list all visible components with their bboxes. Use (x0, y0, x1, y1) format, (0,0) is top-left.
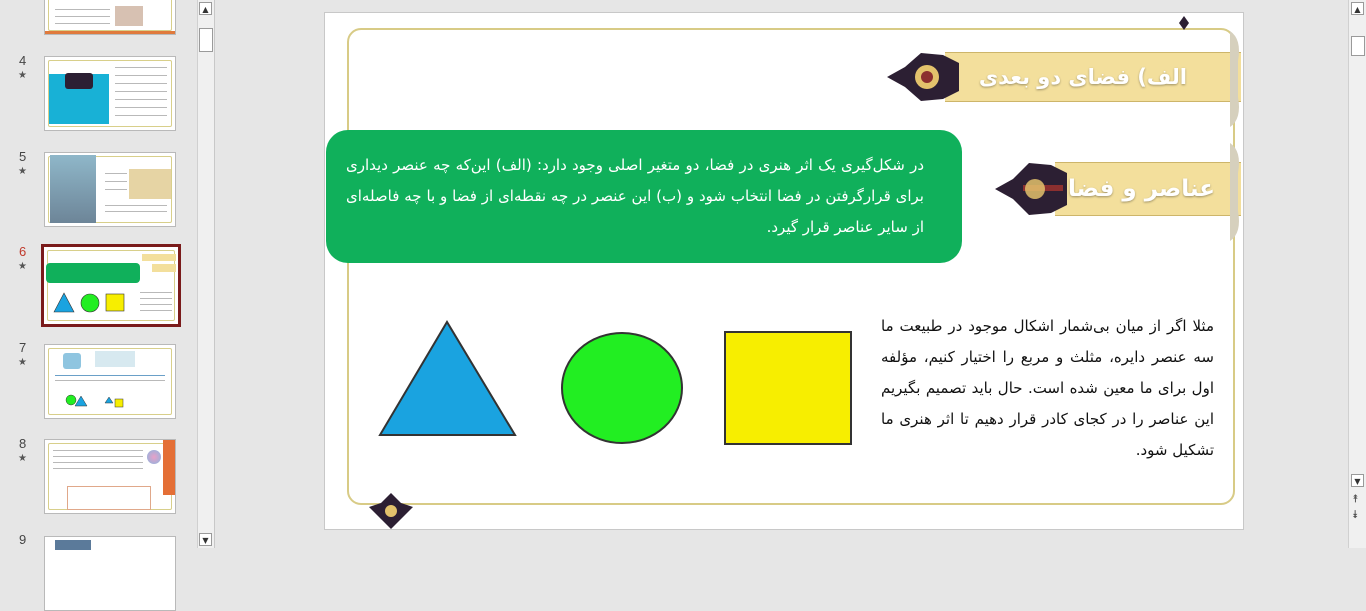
slide-thumbnail-pane (0, 0, 196, 548)
thumbnail-photo (50, 155, 96, 223)
slide-thumbnail-7[interactable] (44, 344, 176, 419)
thumbnail-text-line (53, 456, 143, 457)
thumbnail-text-line (55, 375, 165, 376)
thumbnail-green-box (46, 263, 140, 283)
slide-thumbnail-6[interactable] (41, 244, 181, 327)
definition-text: در شکل‌گیری یک اثر هنری در فضا، دو متغیر اصلی وجود دارد: (الف) این‌که چه عنصر دیداری برای قرارگرفتن در فضا انتخاب شود و (ب) این عنصر در چه نقطه‌ای از فضا و با چه فاصله‌ای از سایر عناصر قرار گیرد. (346, 156, 924, 236)
slide-canvas[interactable] (324, 12, 1244, 530)
slide-number: 5 (19, 149, 27, 164)
slide-thumbnail-8[interactable] (44, 439, 176, 514)
subtitle-ornament-icon (995, 159, 1067, 219)
previous-slide-icon[interactable]: ⯭ (1352, 492, 1359, 505)
title-scroll-end (1228, 31, 1242, 127)
slide-thumbnail-5[interactable] (44, 152, 176, 227)
thumbnail-text-line (53, 462, 143, 463)
scroll-down-button[interactable]: ▼ (199, 533, 212, 546)
slide-title: الف) فضای دو بعدی (978, 65, 1187, 89)
slide-thumbnail-3[interactable] (44, 0, 176, 35)
subtitle-banner (1055, 163, 1241, 215)
thumbnail-text-line (140, 304, 172, 305)
pane-divider[interactable] (214, 0, 215, 548)
animation-star-icon: ★ (18, 70, 27, 81)
thumbnail-text-line (105, 205, 167, 206)
thumbnail-text-line (105, 211, 167, 212)
thumbnail-text-line (140, 292, 172, 293)
thumbnail-ornament (65, 73, 93, 89)
thumbnail-text-line (55, 9, 110, 10)
slide-number: 6 (19, 244, 27, 259)
thumbnail-text-line (53, 468, 143, 469)
thumbnail-banner (142, 254, 176, 261)
thumbnail-text-line (115, 67, 167, 68)
thumbnail-shapes (52, 291, 132, 313)
thumbnail-text-line (115, 83, 167, 84)
example-paragraph: مثلا اگر از میان بی‌شمار اشکال موجود در طبیعت ما سه عنصر دایره، مثلث و مربع را اختیار کنیم، مؤلفه اول برای ما معین شده است. حال باید تصمیم بگیریم این عناصر را در کجای کادر قرار دهیم تا اثر هنری ما تشکیل شود. (881, 317, 1214, 459)
thumbnail-text-box (67, 486, 151, 510)
next-slide-icon[interactable]: ⯯ (1352, 508, 1359, 521)
editor-scrollbar[interactable] (1348, 0, 1366, 548)
animation-star-icon: ★ (18, 453, 27, 464)
thumbnail-text-line (105, 173, 127, 174)
thumbnail-scrollbar[interactable] (197, 0, 214, 548)
thumbnail-text-line (115, 115, 167, 116)
thumbnail-text-line (115, 107, 167, 108)
animation-star-icon: ★ (18, 166, 27, 177)
circle-shape (559, 330, 685, 446)
thumbnail-text-line (55, 23, 110, 24)
thumbnail-accent-bar (163, 440, 175, 495)
slide-thumbnail-9[interactable] (44, 536, 176, 611)
scroll-thumb[interactable] (199, 28, 213, 52)
thumbnail-text-line (115, 99, 167, 100)
top-ornament-icon (1178, 16, 1190, 30)
subtitle-scroll-end (1228, 143, 1242, 241)
thumbnail-picture (55, 540, 91, 550)
title-banner (945, 53, 1241, 101)
title-ornament-icon (887, 49, 959, 105)
thumbnail-text-line (115, 75, 167, 76)
bottom-ornament-icon (367, 493, 415, 531)
slide-number: 9 (19, 532, 27, 547)
slide-number: 4 (19, 53, 27, 68)
thumbnail-text-line (140, 310, 172, 311)
thumbnail-text-line (140, 298, 172, 299)
slide-thumbnail-4[interactable] (44, 56, 176, 131)
slide-number: 8 (19, 436, 27, 451)
thumbnail-text-line (55, 380, 165, 381)
thumbnail-text-line (115, 91, 167, 92)
animation-star-icon: ★ (18, 261, 27, 272)
slide-number: 7 (19, 340, 27, 355)
thumbnail-text-line (55, 16, 110, 17)
scroll-up-button[interactable]: ▲ (1351, 2, 1364, 15)
thumbnail-text-line (105, 189, 127, 190)
thumbnail-text-line (53, 450, 143, 451)
thumbnail-flower (147, 450, 161, 464)
definition-box (326, 130, 962, 263)
triangle-shape (377, 318, 519, 438)
thumbnail-text-line (105, 181, 127, 182)
thumbnail-accent-bar (45, 31, 175, 34)
square-shape (723, 330, 855, 448)
animation-star-icon: ★ (18, 357, 27, 368)
scroll-up-button[interactable]: ▲ (199, 2, 212, 15)
thumbnail-picture (63, 353, 81, 369)
thumbnail-shapes (65, 393, 125, 409)
thumbnail-banner (152, 264, 176, 272)
scroll-thumb[interactable] (1351, 36, 1365, 56)
thumbnail-banner (129, 169, 171, 199)
thumbnail-picture (95, 351, 135, 367)
thumbnail-image (115, 6, 143, 26)
section-heading: عناصر و فضا (1068, 176, 1215, 202)
scroll-down-button[interactable]: ▼ (1351, 474, 1364, 487)
